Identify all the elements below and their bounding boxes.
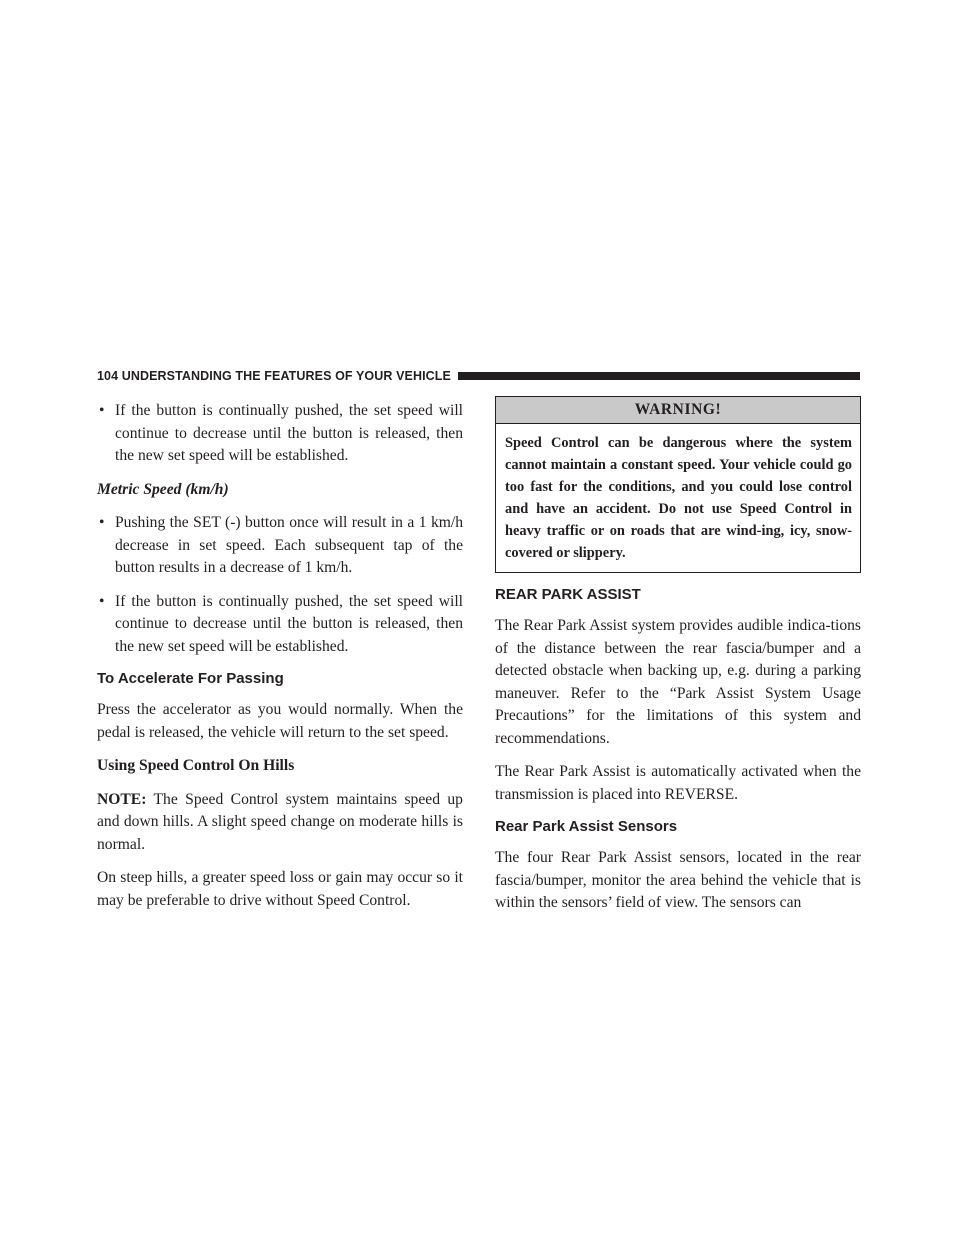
- passing-paragraph: Press the accelerator as you would normally. When the pedal is released, the vehicle will return to the set speed.: [97, 701, 463, 741]
- sensors-heading: Rear Park Assist Sensors: [495, 818, 678, 835]
- right-column: [495, 396, 861, 915]
- steep-hills-paragraph: On steep hills, a greater speed loss or gain may occur so it may be preferable to drive without Speed Control.: [97, 869, 463, 909]
- bullet-item: [97, 591, 463, 659]
- hills-heading: Using Speed Control On Hills: [97, 757, 295, 774]
- note-text: The Speed Control system maintains speed up and down hills. A slight speed change on moderate hills is normal.: [97, 790, 463, 853]
- bullet-item: [97, 400, 463, 468]
- page-header: [97, 366, 860, 386]
- bullet-item: [97, 512, 463, 580]
- bullet-dot: •: [99, 402, 105, 419]
- note-paragraph: [97, 789, 463, 857]
- page-number: 104: [97, 369, 119, 383]
- bullet-text: Pushing the SET (-) button once will result in a 1 km/h decrease in set speed. Each subsequent tap of the button results in a decrease of 1 km/h.: [115, 514, 463, 576]
- section-title: UNDERSTANDING THE FEATURES OF YOUR VEHICLE: [121, 369, 451, 383]
- sensors-paragraph: The four Rear Park Assist sensors, located in the rear fascia/bumper, monitor the area behind the vehicle that is within the sensors’ field of view. The sensors can: [495, 849, 861, 911]
- left-column: [97, 400, 463, 912]
- rear-park-assist-heading: REAR PARK ASSIST: [495, 586, 641, 603]
- warning-box: [495, 396, 861, 573]
- rear-park-assist-paragraph: The Rear Park Assist system provides audible indica-tions of the distance between the rear fascia/bumper and a detected obstacle when backing up, e.g. during a parking maneuver. Refer to the “Park Assist System Usage Precautions” for the limitations of this system and recommendations.: [495, 617, 861, 747]
- activation-paragraph: The Rear Park Assist is automatically activated when the transmission is placed into REVERSE.: [495, 763, 861, 803]
- warning-text: Speed Control can be dangerous where the system cannot maintain a constant speed. Your vehicle could go too fast for the conditions, and you could lose control and have an accident. Do not use Speed Control in heavy traffic or on roads that are wind-ing, icy, snow-covered or slippery.: [505, 435, 852, 561]
- note-label: NOTE:: [97, 790, 147, 808]
- page-header-text: [97, 369, 451, 383]
- warning-title: WARNING!: [496, 397, 860, 424]
- bullet-dot: •: [99, 592, 105, 610]
- header-rule: [458, 372, 860, 380]
- bullet-text: If the button is continually pushed, the set speed will continue to decrease until the button is released, then the new set speed will be established.: [115, 402, 463, 464]
- bullet-dot: •: [99, 514, 105, 531]
- passing-heading: To Accelerate For Passing: [97, 670, 284, 687]
- metric-speed-heading: Metric Speed (km/h): [97, 480, 229, 498]
- bullet-text: If the button is continually pushed, the set speed will continue to decrease until the button is released, then the new set speed will be established.: [115, 592, 463, 655]
